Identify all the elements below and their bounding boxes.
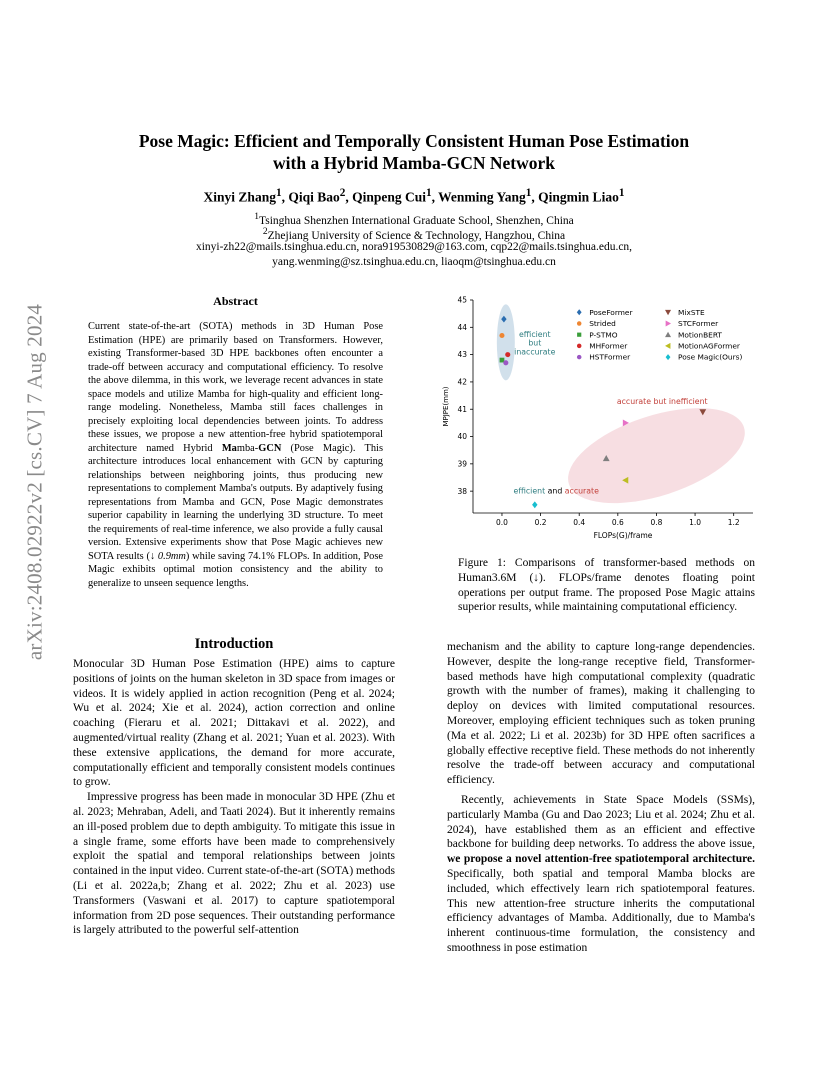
y-tick-label: 39 [457, 459, 467, 469]
point-mhformer [505, 352, 510, 357]
legend-label-poseformer: PoseFormer [589, 307, 633, 317]
introduction-body [73, 657, 395, 938]
intro-paragraph-1: Monocular 3D Human Pose Estimation (HPE) aims to capture positions of joints on the human skeleton in 3D space from images or videos. It is widely applied in action recognition (Peng et al. 2024; Wu et al. 2024; Xie et al. 2024), action correction and online coaching (Fieraru et al. 2021; Dittakavi et al. 2022), and augmented/virtual reality (Zhang et al. 2021; Yuan et al. 2023). With these extensive applications, the demand for more accurate, computationally efficient and temporally consistent models continues to grow. [73, 658, 395, 789]
author-name: Qiqi Bao [288, 189, 340, 205]
right-paragraph-2 [447, 793, 755, 956]
author-sup: 1 [275, 187, 282, 199]
arxiv-sidebar-stamp [20, 287, 50, 677]
annotation-accurate-but-inefficient: accurate but inefficient [616, 396, 708, 406]
legend-label-hstformer: HSTFormer [589, 352, 631, 362]
abstract-heading: Abstract [213, 294, 258, 308]
title-line-2: with a Hybrid Mamba-GCN Network [273, 153, 555, 173]
legend-marker-pose-magic-ours- [666, 354, 671, 360]
author-sup: 2 [339, 187, 346, 199]
legend-label-motionbert: MotionBERT [678, 330, 722, 340]
intro-paragraph-2: Impressive progress has been made in monocular 3D HPE (Zhu et al. 2023; Mehraban, Adeli, and Taati 2024). But it inherently remains an ill-posed problem due to depth ambiguity. To mitigate this issue in a single frame, some efforts have been made to comprehensively exploit the spatial and temporal relationships between joints contained in the input video. Current state-of-the-art (SOTA) methods (Li et al. 2022a,b; Zhang et al. 2022; Zhu et al. 2023) use Transformers (Vaswani et al. 2017) to capture spatiotemporal information from 2D pose sequences. Their outstanding performance is largely attributed to the powerful self-attention [73, 791, 395, 937]
legend-marker-poseformer [577, 309, 582, 315]
figure-1-scatter-chart [425, 290, 765, 545]
y-axis-label: MPJPE(mm) [442, 386, 450, 427]
abstract-math: 0.9mm [157, 550, 186, 562]
abstract-bold: Ma [221, 442, 237, 454]
aff-text: Tsinghua Shenzhen International Graduate School, Shenzhen, China [259, 214, 574, 227]
right-p2-bold: we propose a novel attention-free spatiotemporal architecture. [447, 853, 755, 866]
right-paragraph-1: mechanism and the ability to capture long-range dependencies. However, despite the long-range receptive field, Transformer-based methods have high computational complexity (quadratic growth with the number of frames), making it challenging to deploy on devices with limited computational resources. Moreover, employing efficient techniques such as token pruning (Ma et al. 2022; Li et al. 2023b) for 3D HPE often sacrifices a globally effective receptive field. These methods do not inherently resolve the trade-off between accuracy and computational efficiency. [447, 641, 755, 787]
annotation-but: but [528, 338, 542, 348]
abstract-text: mba- [236, 442, 259, 454]
x-tick-label: 1.2 [727, 518, 740, 527]
right-p2-text: Recently, achievements in State Space Models (SSMs), particularly Mamba (Gu and Dao 2023; Liu et al. 2024; Zhu et al. 2024), have established them as an efficient and effective backbone for building deep networks. To address the above issue, [447, 793, 755, 851]
right-p2-text: Specifically, both spatial and temporal Mamba blocks are included, which effectively learn rich spatiotemporal features. This new attention-free structure inherits the computational efficiency advantages of Mamba. Additionally, due to Mamba's inherent continuous-time formulation, the consistency and smoothness in pose estimation [447, 867, 755, 954]
aff-sup: 1 [254, 211, 260, 222]
author-name: Wenming Yang [438, 189, 526, 205]
annotation-efficient-word: efficient [513, 486, 548, 496]
abstract-body [88, 320, 383, 590]
legend-marker-stcformer [666, 320, 671, 326]
figure-1-caption: Figure 1: Comparisons of transformer-based methods on Human3.6M (↓). FLOPs/frame denotes floating point operations per output frame. The proposed Pose Magic attains superior results, while maintaining computational efficiency. [458, 557, 755, 614]
author-list: Xinyi Zhang$^1$, Qiqi Bao$^2$, Qinpeng Cui$^1$, Wenming Yang$^1$, Qingmin Liao$^1$ [203, 187, 625, 205]
aff-text: Zhejiang University of Science & Technology, Hangzhou, China [267, 229, 566, 242]
x-tick-label: 0.4 [573, 518, 586, 527]
y-tick-label: 43 [457, 350, 467, 360]
annotation-accurate-word: accurate [564, 486, 599, 496]
introduction-heading: Introduction [194, 636, 274, 652]
legend-label-stcformer: STCFormer [678, 319, 719, 329]
annotation-efficient-and-accurate [514, 486, 600, 495]
legend-label-pose-magic-ours-: Pose Magic(Ours) [678, 352, 743, 362]
legend-marker-hstformer [577, 355, 582, 360]
x-tick-label: 1.0 [689, 518, 702, 527]
author-name: Qingmin Liao [538, 189, 619, 205]
x-tick-label: 0.8 [650, 518, 663, 527]
author-name: Xinyi Zhang [203, 189, 276, 205]
aff-sup: 2 [262, 226, 268, 237]
chart-legend [577, 308, 743, 362]
legend-marker-p-stmo [577, 333, 581, 337]
abstract-text: (Pose Magic). This architecture introduces local enhancement with GCN by capturing relationships between neighboring joints, thus producing new representations to complement Mamba's outputs. By adaptively fusing representations from Mamba and GCN, Pose Magic demonstrates superior capability in learning the underlying 3D structure. To meet the requirements of real-time inference, we also provide a fully causal version. Extensive experiments show that Pose Magic achieves new SOTA results (↓ [88, 442, 383, 562]
x-axis-label: FLOPs(G)/frame [593, 531, 653, 540]
annotation-efficient: efficient [518, 329, 551, 339]
y-tick-label: 41 [457, 404, 467, 414]
accurate-inefficient-region [557, 389, 757, 522]
y-tick-label: 44 [457, 322, 467, 332]
legend-marker-motionagformer [665, 343, 670, 349]
legend-marker-motionbert [665, 332, 671, 337]
legend-label-mixste: MixSTE [678, 307, 705, 317]
point-pose-magic-ours- [532, 501, 537, 508]
y-tick-label: 38 [457, 486, 467, 496]
legend-label-motionagformer: MotionAGFormer [678, 341, 740, 351]
abstract-math: 74.1% [247, 550, 275, 562]
emails-line-1: xinyi-zh22@mails.tsinghua.edu.cn, nora919530829@163.com, cqp22@mails.tsinghua.edu.cn, [195, 241, 633, 253]
abstract-bold: GCN [258, 442, 282, 454]
legend-label-p-stmo: P-STMO [589, 330, 618, 340]
y-tick-label: 40 [457, 432, 467, 442]
x-tick-label: 0.2 [534, 518, 547, 527]
y-tick-label: 45 [457, 295, 467, 305]
annotation-inaccurate: inaccurate [514, 347, 556, 357]
legend-label-strided: Strided [589, 319, 616, 329]
author-sup: 1 [525, 187, 532, 199]
legend-marker-strided [577, 321, 582, 326]
author-name: Qinpeng Cui [352, 189, 426, 205]
paper-title [60, 130, 768, 174]
arxiv-id: arXiv:2408.02922v2 [cs.CV] 7 Aug 2024 [22, 303, 47, 661]
x-tick-label: 0.6 [611, 518, 624, 527]
right-column-body [447, 640, 755, 956]
annotation-and-word: and [547, 486, 565, 496]
abstract-text: FLOPs. In addition, Pose Magic exhibits optimal motion consistency and the ability to generalize to unseen sequence lengths. [88, 550, 383, 589]
legend-marker-mixste [665, 310, 671, 315]
point-strided [499, 333, 504, 338]
legend-label-mhformer: MHFormer [589, 341, 628, 351]
author-sup: 1 [426, 187, 432, 199]
title-line-1: Pose Magic: Efficient and Temporally Consistent Human Pose Estimation [138, 131, 690, 151]
efficient-inaccurate-region [497, 304, 515, 380]
abstract-text: Current state-of-the-art (SOTA) methods in 3D Human Pose Estimation (HPE) are primarily based on Transformers. However, existing Transformer-based 3D HPE backbones often encounter a trade-off between accuracy and computational efficiency. To resolve the above dilemma, in this work, we leverage recent advances in state space models and utilize Mamba for high-quality and efficient long-range modeling. Nonetheless, Mamba still faces challenges in precisely exploiting local dependencies between joints. To address these issues, we propose a new attention-free hybrid spatiotemporal architecture named Hybrid [88, 321, 383, 454]
y-tick-label: 42 [457, 377, 467, 387]
x-tick-label: 0.0 [495, 518, 508, 527]
emails-line-2: yang.wenming@sz.tsinghua.edu.cn, liaoqm@tsinghua.edu.cn [272, 256, 556, 268]
author-sup: 1 [618, 187, 625, 199]
point-hstformer [503, 360, 508, 365]
abstract-text: ) while saving [185, 550, 248, 562]
legend-marker-mhformer [577, 344, 582, 349]
